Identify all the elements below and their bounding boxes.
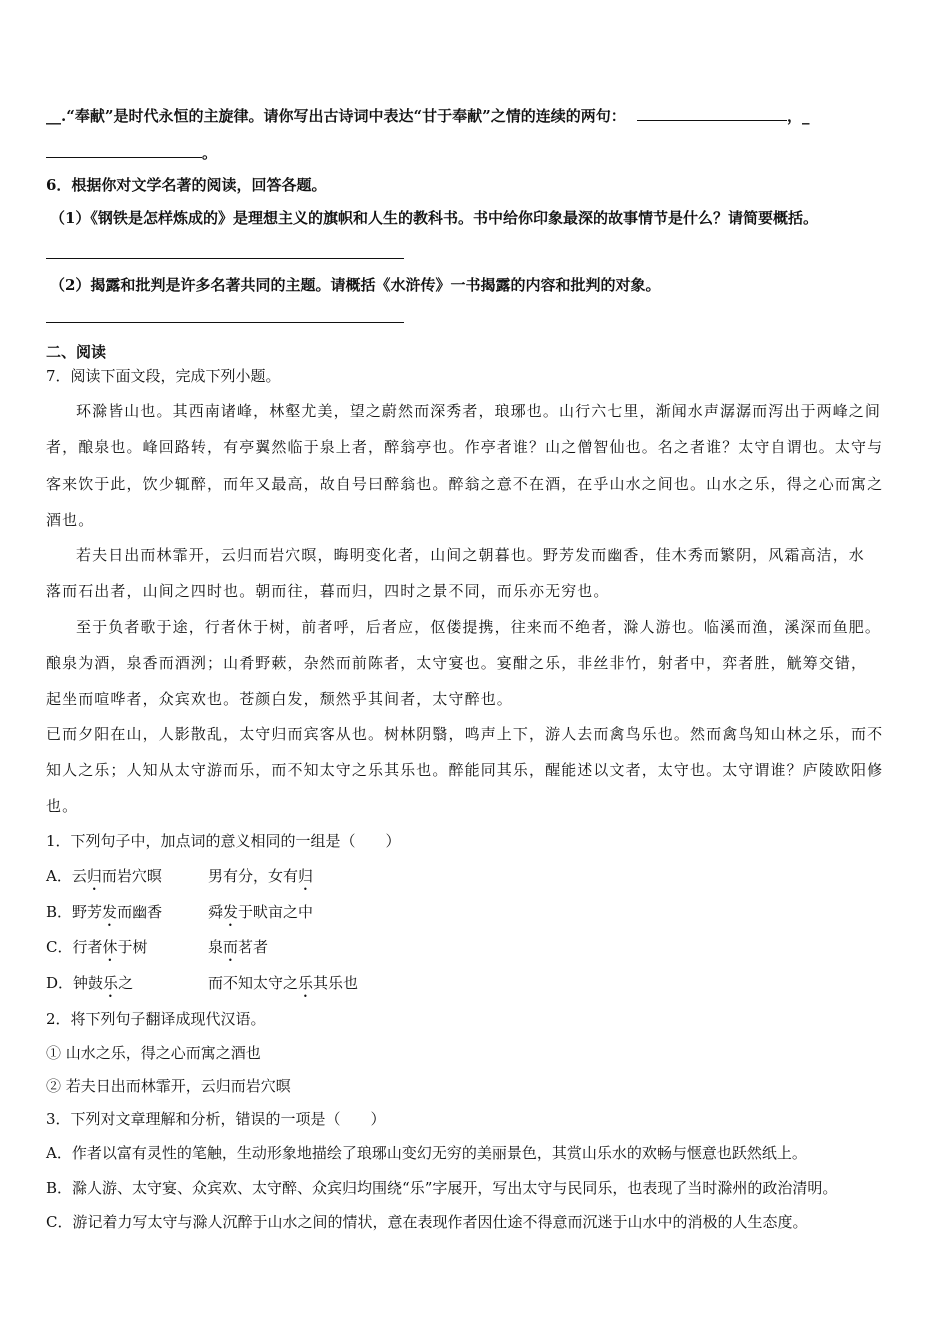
passage-line: 酿泉为酒，泉香而酒洌；山肴野蔌，杂然而前陈者，太守宴也。宴酣之乐，非丝非竹，射者中，弈者胜，觥筹交错， <box>46 654 868 672</box>
option-label: C． <box>46 938 73 956</box>
dotted-word: 而 <box>223 938 239 956</box>
q5-line <box>46 106 810 126</box>
dotted-word: 发 <box>102 903 118 921</box>
option-left-text: 而幽香 <box>117 903 163 921</box>
passage-line: 起坐而喧哗者，众宾欢也。苍颜白发，颓然乎其间者，太守醉也。 <box>46 690 513 708</box>
option-left-text: 于树 <box>117 938 148 956</box>
option-left-text: 之 <box>118 974 134 992</box>
option-right-text: 舜 <box>208 903 224 921</box>
passage-line: 若夫日出而林霏开，云归而岩穴暝，晦明变化者，山间之朝暮也。野芳发而幽香，佳木秀而繁阴，风霜高洁，水 <box>76 546 865 564</box>
q7-1-stem: 1．下列句子中，加点词的意义相同的一组是（ ） <box>46 832 401 850</box>
option-right-text: 于畎亩之中 <box>238 903 314 921</box>
q7-1-option-a[interactable] <box>46 866 313 894</box>
option-right-text: 而不知太守之 <box>208 974 299 992</box>
passage-line: 也。 <box>46 797 79 815</box>
q6-title: 6．根据你对文学名著的阅读，回答各题。 <box>46 176 327 194</box>
q5-prefix: __ <box>46 107 61 125</box>
q6-answer-line-1[interactable] <box>46 258 404 259</box>
q7-1-option-c[interactable] <box>46 937 268 965</box>
dotted-word: 乐 <box>103 974 119 992</box>
dotted-word: 休 <box>102 938 118 956</box>
q7-1-option-d[interactable] <box>46 973 358 1001</box>
passage-line: 至于负者歌于途，行者休于树，前者呼，后者应，伛偻提携，往来而不绝者，滁人游也。临溪而渔，溪深而鱼肥。 <box>76 618 882 636</box>
q7-2-item-1: ① 山水之乐，得之心而寓之酒也 <box>46 1044 261 1062</box>
option-left-text: 云 <box>71 867 87 885</box>
q5-separator: ，_ <box>786 107 810 125</box>
q5-blank-2[interactable] <box>46 143 202 158</box>
option-left-text: 钟鼓 <box>73 974 104 992</box>
passage-line: 环滁皆山也。其西南诸峰，林壑尤美，望之蔚然而深秀者，琅琊也。山行六七里，渐闻水声潺潺而泻出于两峰之间 <box>76 402 882 420</box>
passage-line: 客来饮于此，饮少辄醉，而年又最高，故自号曰醉翁也。醉翁之意不在酒，在乎山水之间也。山水之乐，得之心而寓之 <box>46 475 884 493</box>
q6-sub2: （2）揭露和批判是许多名著共同的主题。请概括《水浒传》一书揭露的内容和批判的对象。 <box>50 276 661 294</box>
section-title: 二、阅读 <box>46 343 107 361</box>
q5-line-2 <box>46 143 217 163</box>
q7-3-option-a[interactable]: A．作者以富有灵性的笔触，生动形象地描绘了琅琊山变幻无穷的美丽景色，其赏山乐水的欢畅与惬意也跃然纸上。 <box>46 1144 807 1162</box>
dotted-word: 发 <box>223 903 239 921</box>
q7-3-stem: 3．下列对文章理解和分析，错误的一项是（ ） <box>46 1110 386 1128</box>
q5-blank-1[interactable] <box>637 106 787 121</box>
dotted-word: 归 <box>86 867 102 885</box>
dotted-word: 乐 <box>298 974 314 992</box>
q6-answer-line-2[interactable] <box>46 322 404 323</box>
q5-text: .“奉献”是时代永恒的主旋律。请你写出古诗词中表达“甘于奉献”之情的连续的两句： <box>61 107 626 125</box>
q6-sub1: （1）《钢铁是怎样炼成的》是理想主义的旗帜和人生的教科书。书中给你印象最深的故事情节是什么？请简要概括。 <box>50 209 818 227</box>
option-left-text: 而岩穴暝 <box>101 867 162 885</box>
q7-3-option-c[interactable]: C．游记着力写太守与滁人沉醉于山水之间的情状，意在表现作者因仕途不得意而沉迷于山水中的消极的人生态度。 <box>46 1213 808 1231</box>
passage-line: 已而夕阳在山，人影散乱，太守归而宾客从也。树林阴翳，鸣声上下，游人去而禽鸟乐也。然而禽鸟知山林之乐，而不 <box>46 725 884 743</box>
q7-2-item-2: ② 若夫日出而林霏开，云归而岩穴暝 <box>46 1077 291 1095</box>
q5-end: 。 <box>202 144 218 162</box>
q7-3-option-b[interactable]: B．滁人游、太守宴、众宾欢、太守醉、众宾归均围绕“乐”字展开，写出太守与民同乐，也表现了当时滁州的政治清明。 <box>46 1179 838 1197</box>
q7-2-stem: 2．将下列句子翻译成现代汉语。 <box>46 1010 266 1028</box>
passage-line: 知人之乐；人知从太守游而乐，而不知太守之乐其乐也。醉能同其乐，醒能述以文者，太守也。太守谓谁？庐陵欧阳修 <box>46 761 884 779</box>
option-right-text: 泉 <box>208 938 224 956</box>
q7-1-option-b[interactable] <box>46 902 313 930</box>
option-label: A． <box>46 867 72 885</box>
option-left-text: 野芳 <box>72 903 103 921</box>
dotted-word: 归 <box>298 867 314 885</box>
option-right-text: 茗者 <box>238 938 269 956</box>
passage-line: 落而石出者，山间之四时也。朝而往，暮而归，四时之景不同，而乐亦无穷也。 <box>46 582 610 600</box>
option-right-text: 男有分，女有 <box>208 867 299 885</box>
passage-line: 者，酿泉也。峰回路转，有亭翼然临于泉上者，醉翁亭也。作亭者谁？山之僧智仙也。名之者谁？太守自谓也。太守与 <box>46 438 884 456</box>
passage-line: 酒也。 <box>46 511 95 529</box>
option-label: B． <box>46 903 73 921</box>
q7-title: 7．阅读下面文段，完成下列小题。 <box>46 367 281 385</box>
option-left-text: 行者 <box>72 938 103 956</box>
option-right-text: 其乐也 <box>313 974 359 992</box>
option-label: D． <box>46 974 74 992</box>
